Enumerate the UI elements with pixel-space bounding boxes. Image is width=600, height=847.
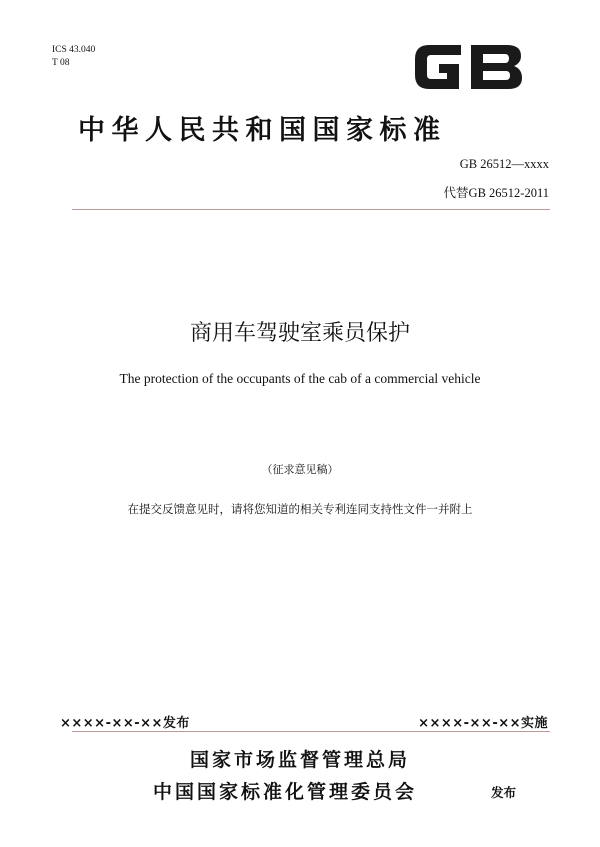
gb-logo-icon — [409, 37, 527, 97]
issue-date: ××××-××-××发布 — [60, 716, 190, 731]
standard-title: 中华人民共和国国家标准 — [78, 115, 447, 146]
issuing-authority-2: 中国国家标准化管理委员会 — [153, 781, 418, 803]
category-code: T 08 — [52, 58, 70, 68]
patent-notice: 在提交反馈意见时，请将您知道的相关专利连同支持性文件一并附上 — [127, 502, 473, 516]
document-title-zh: 商用车驾驶室乘员保护 — [189, 321, 410, 346]
implementation-date: ××××-××-××实施 — [418, 716, 548, 731]
ics-code: ICS 43.040 — [52, 45, 96, 55]
standard-number: GB 26512—xxxx — [459, 157, 549, 171]
classification-block — [52, 44, 95, 70]
replaces-standard: 代替GB 26512-2011 — [443, 186, 549, 200]
publish-label: 发布 — [491, 785, 517, 800]
issuing-authority-1: 国家市场监督管理总局 — [189, 749, 410, 771]
draft-label: （征求意见稿） — [261, 463, 339, 476]
document-title-en: The protection of the occupants of the cab of a commercial vehicle — [119, 371, 481, 386]
top-divider — [72, 209, 550, 210]
bottom-divider — [72, 731, 550, 732]
